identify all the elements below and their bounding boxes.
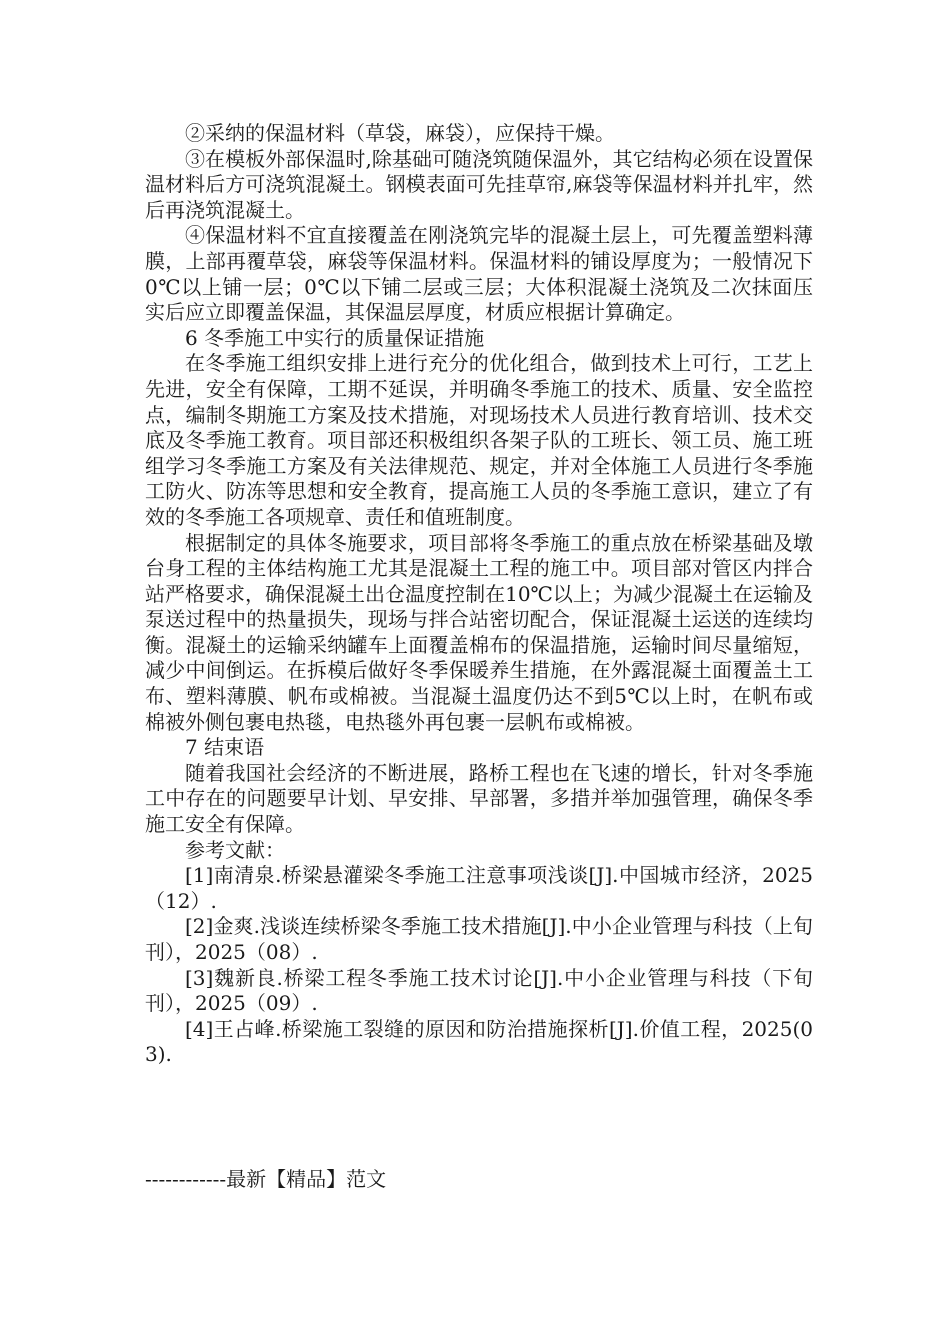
paragraph-organization: 在冬季施工组织安排上进行充分的优化组合，做到技术上可行，工艺上先进，安全有保障，工期不延误，并明确冬季施工的技术、质量、安全监控点，编制冬期施工方案及技术措施，对现场技术人员进行教育培训、技术交底及冬季施工教育。项目部还积极组织各架子队的工班长、领工员、施工班组学习冬季施工方案及有关法律规范、规定，并对全体施工人员进行冬季施工防火、防冻等思想和安全教育，提高施工人员的冬季施工意识，建立了有效的冬季施工各项规章、责任和值班制度。 — [145, 351, 813, 529]
reference-item-2: [2]金爽.浅谈连续桥梁冬季施工技术措施[J].中小企业管理与科技（上旬刊），2025（08）. — [145, 914, 813, 964]
paragraph-insulation-layers: ④保温材料不宜直接覆盖在刚浇筑完毕的混凝土层上，可先覆盖塑料薄膜，上部再覆草袋，麻袋等保温材料。保温材料的铺设厚度为；一般情况下0℃以上铺一层；0℃以下铺二层或三层；大体积混凝土浇筑及二次抹面压实后应立即覆盖保温，其保温层厚度，材质应根据计算确定。 — [145, 223, 813, 325]
paragraph-formwork-insulation: ③在模板外部保温时,除基础可随浇筑随保温外，其它结构必须在设置保温材料后方可浇筑混凝土。钢模表面可先挂草帘,麻袋等保温材料并扎牢，然后再浇筑混凝土。 — [145, 146, 813, 222]
paragraph-material-dry: ②采纳的保温材料（草袋，麻袋），应保持干燥。 — [185, 121, 615, 145]
section-heading-6: 6 冬季施工中实行的质量保证措施 — [185, 325, 485, 350]
section-heading-7: 7 结束语 — [185, 735, 265, 760]
page-footer: ------------最新【精品】范文 — [145, 1167, 387, 1191]
paragraph-conclusion: 随着我国社会经济的不断进展，路桥工程也在飞速的增长，针对冬季施工中存在的问题要早计划、早安排、早部署，多措并举加强管理，确保冬季施工安全有保障。 — [145, 760, 813, 837]
reference-item-3: [3]魏新良.桥梁工程冬季施工技术讨论[J].中小企业管理与科技（下旬刊），2025（09）. — [145, 965, 813, 1016]
references-heading: 参考文献： — [185, 837, 285, 862]
reference-item-4: [4]王占峰.桥梁施工裂缝的原因和防治措施探析[J].价值工程，2025(03). — [145, 1016, 813, 1067]
reference-item-1: [1]南清泉.桥梁悬灌梁冬季施工注意事项浅谈[J].中国城市经济，2025（12）. — [145, 863, 813, 913]
paragraph-concrete-measures: 根据制定的具体冬施要求，项目部将冬季施工的重点放在桥梁基础及墩台身工程的主体结构施工尤其是混凝土工程的施工中。项目部对管区内拌合站严格要求，确保混凝土出仓温度控制在10℃以上；为减少混凝土在运输及泵送过程中的热量损失，现场与拌合站密切配合，保证混凝土运送的连续均衡。混凝土的运输采纳罐车上面覆盖棉布的保温措施，运输时间尽量缩短，减少中间倒运。在拆模后做好冬季保暖养生措施，在外露混凝土面覆盖土工布、塑料薄膜、帆布或棉被。当混凝土温度仍达不到5℃以上时，在帆布或棉被外侧包裹电热毯，电热毯外再包裹一层帆布或棉被。 — [145, 530, 813, 734]
document-body — [145, 121, 813, 1068]
